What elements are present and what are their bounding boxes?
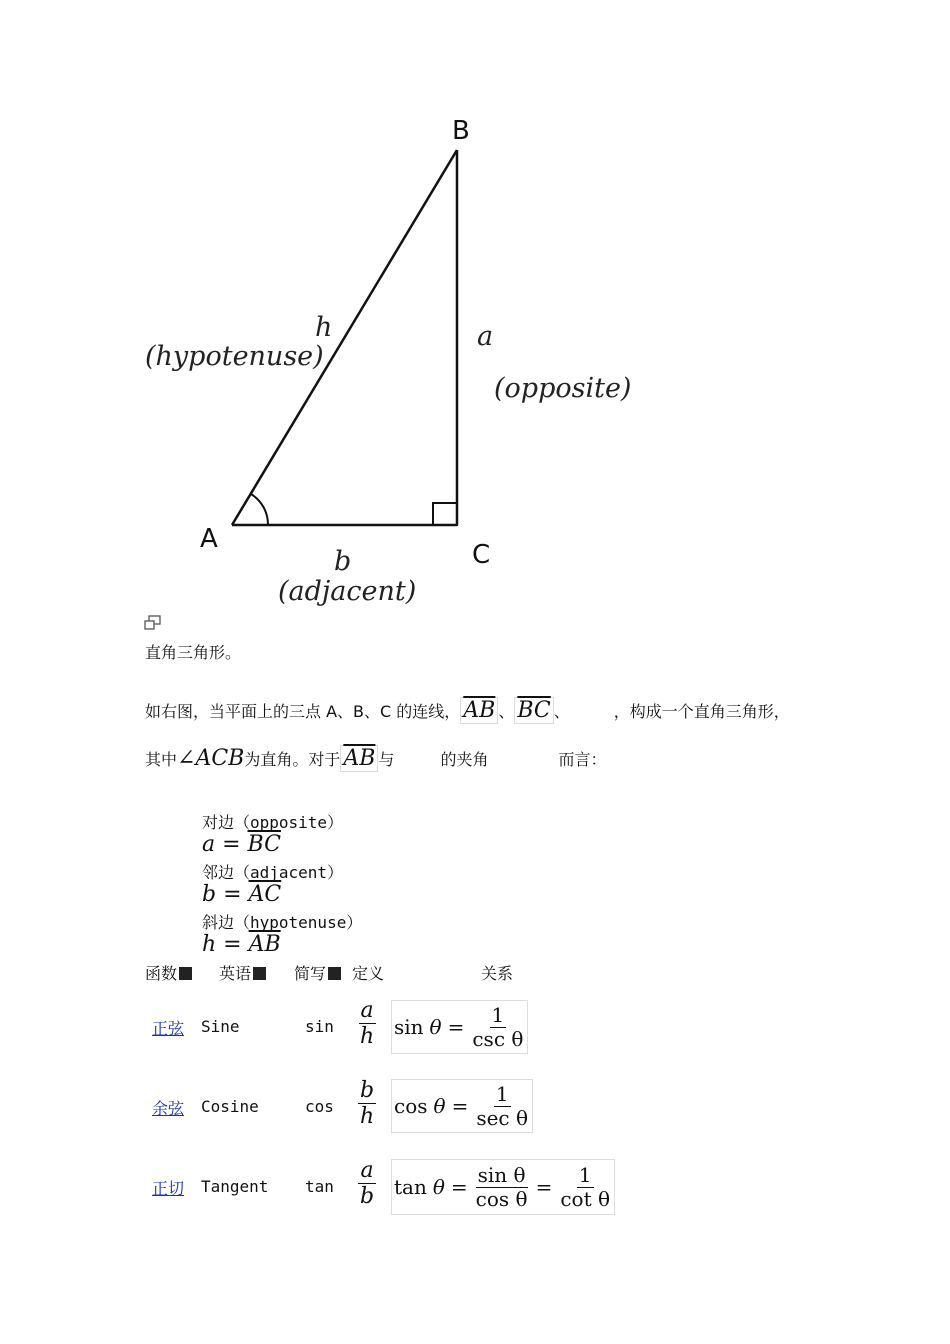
hypotenuse-line bbox=[232, 150, 457, 525]
right-angle-mark bbox=[433, 503, 457, 525]
cosine-rel-den: sec θ bbox=[476, 1105, 529, 1130]
def-opposite-seg: $\overline{BC}$ bbox=[247, 832, 281, 857]
def-hypotenuse-seg: $\overline{AB}$ bbox=[248, 932, 281, 957]
def-opposite-var: a bbox=[202, 832, 216, 857]
header-definition: 定义 bbox=[352, 964, 385, 983]
cosine-relation: cos θ = $\frac{1}{\text{sec θ}}$ bbox=[391, 1079, 533, 1133]
para2-mid: 为直角。对于 bbox=[244, 750, 341, 769]
link-cosine[interactable]: 余弦 bbox=[152, 1099, 185, 1118]
tangent-rel-fn: tan bbox=[394, 1175, 427, 1199]
def-opposite-label: 对边（opposite） bbox=[202, 813, 344, 832]
para2-between: 的夹角 bbox=[440, 750, 489, 769]
tangent-abbr: tan bbox=[305, 1177, 334, 1196]
para1-sep1: 、 bbox=[498, 702, 515, 721]
enlarge-icon[interactable] bbox=[144, 615, 162, 631]
sine-english: Sine bbox=[201, 1017, 240, 1036]
def-hypotenuse-eq: $h = \overline{AB}$ bbox=[202, 932, 281, 957]
header-relation: 关系 bbox=[481, 964, 514, 983]
angle-acb: ∠ACB bbox=[177, 746, 245, 771]
def-adjacent-var: b bbox=[202, 882, 217, 907]
side-definitions bbox=[202, 810, 362, 960]
tangent-definition bbox=[358, 1158, 376, 1210]
cosine-abbr: cos bbox=[305, 1097, 334, 1116]
opposite-label: (opposite) bbox=[494, 373, 632, 404]
cosine-rel-fn: cos bbox=[394, 1094, 428, 1118]
def-hypotenuse-label: 斜边（hypotenuse） bbox=[202, 913, 363, 932]
para1-lead: 如右图，当平面上的三点 A、B、C 的连线， bbox=[145, 702, 461, 721]
para2-lead: 其中 bbox=[145, 750, 178, 769]
sine-rel-den: csc θ bbox=[472, 1026, 524, 1051]
segment-ab: $\overline{AB}$ bbox=[460, 697, 498, 724]
tangent-relation: tan θ = $\frac{\text{sin θ}}{\text{cos θ}}$ = $\frac{1}{\text{cot θ}}$ bbox=[391, 1159, 615, 1215]
sine-def-num: a bbox=[360, 998, 374, 1023]
def-adjacent-eq: $b = \overline{AC}$ bbox=[202, 882, 282, 907]
cosine-def-den: h bbox=[360, 1104, 375, 1130]
paragraph-2 bbox=[145, 746, 606, 771]
def-hypotenuse-var: h bbox=[202, 932, 217, 957]
segment-bc: $\overline{BC}$ bbox=[514, 697, 553, 724]
sine-relation: sin θ = $\frac{1}{\text{csc θ}}$ bbox=[391, 1000, 528, 1054]
broken-image-icon bbox=[179, 967, 192, 980]
sine-def-den: h bbox=[360, 1024, 375, 1050]
def-adjacent-label: 邻边（adjacent） bbox=[202, 863, 344, 882]
vertex-b-label: B bbox=[452, 116, 470, 146]
vertex-a-label: A bbox=[200, 524, 218, 554]
link-sine[interactable]: 正弦 bbox=[152, 1019, 185, 1038]
cosine-english: Cosine bbox=[201, 1097, 259, 1116]
side-b-label: b bbox=[334, 546, 352, 577]
vertex-c-label: C bbox=[472, 540, 491, 570]
tangent-rel-den: cot θ bbox=[560, 1186, 611, 1211]
para1-tail: ，构成一个直角三角形， bbox=[613, 702, 790, 721]
sine-abbr: sin bbox=[305, 1017, 334, 1036]
cosine-def-num: b bbox=[360, 1078, 375, 1103]
paragraph-1 bbox=[145, 698, 790, 723]
figure-caption: 直角三角形。 bbox=[145, 643, 242, 662]
header-abbr: 简写 bbox=[294, 961, 341, 984]
cosine-definition bbox=[358, 1078, 376, 1130]
tangent-english: Tangent bbox=[201, 1177, 269, 1196]
side-a-label: a bbox=[477, 321, 494, 352]
def-opposite-eq: $a = \overline{BC}$ bbox=[202, 832, 281, 857]
sine-definition bbox=[358, 998, 376, 1050]
segment-ab-2: $\overline{AB}$ bbox=[340, 745, 378, 772]
side-h-label: h bbox=[315, 312, 333, 343]
tangent-rel-num1: sin θ bbox=[477, 1162, 526, 1187]
tangent-rel-den1: cos θ bbox=[475, 1186, 528, 1211]
header-english: 英语 bbox=[219, 961, 266, 984]
tangent-def-num: a bbox=[360, 1158, 374, 1183]
def-adjacent-seg: $\overline{AC}$ bbox=[248, 882, 282, 907]
broken-image-icon bbox=[253, 967, 266, 980]
para2-end: 而言： bbox=[558, 750, 607, 769]
adjacent-label: (adjacent) bbox=[278, 576, 417, 607]
tangent-rel-num: 1 bbox=[578, 1162, 592, 1187]
sine-rel-num: 1 bbox=[491, 1002, 505, 1027]
cosine-rel-num: 1 bbox=[495, 1081, 509, 1106]
header-function: 函数 bbox=[145, 961, 192, 984]
angle-arc bbox=[251, 494, 268, 525]
sine-rel-fn: sin bbox=[394, 1015, 424, 1039]
broken-image-icon bbox=[328, 967, 341, 980]
tangent-def-den: b bbox=[360, 1184, 375, 1210]
para2-with: 与 bbox=[378, 750, 395, 769]
hypotenuse-label: (hypotenuse) bbox=[145, 341, 324, 372]
para1-sep2: 、 bbox=[553, 702, 570, 721]
right-triangle-figure bbox=[0, 0, 950, 620]
link-tangent[interactable]: 正切 bbox=[152, 1179, 185, 1198]
